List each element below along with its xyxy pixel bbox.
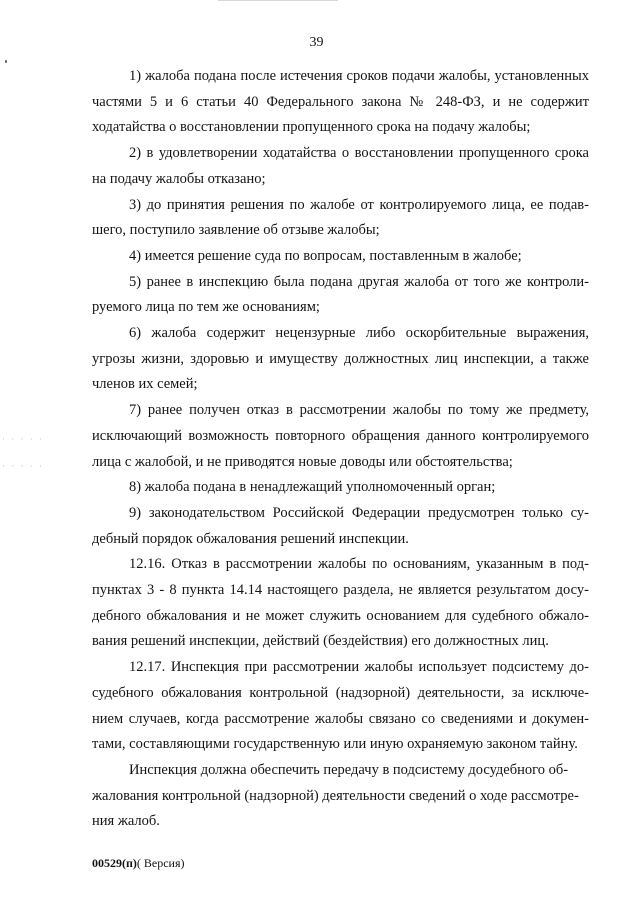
list-item-9: 9) законодательством Российской Федерации предусмотрен только судебный порядок обжалования решений инспекции. bbox=[92, 504, 589, 547]
document-version: ( Версия) bbox=[136, 856, 185, 870]
clause-12-16: 12.16. Отказ в рассмотрении жалобы по основаниям, указанным в подпунктах 3 - 8 пункта 14.14 настоящего раздела, не является результатом досудебного обжалования и не может служить основанием для судебного обжалования решений инспекции, действий (бездействия) его должностных лиц. bbox=[92, 556, 589, 650]
closing-paragraph: Инспекция должна обеспечить передачу в подсистему досудебного обжалования контрольной (надзорной) деятельности сведений о ходе рассмотрения жалоб. bbox=[92, 761, 579, 830]
clause-12-17: 12.17. Инспекция при рассмотрении жалобы использует подсистему досудебного обжалования контрольной (надзорной) деятельности, за исключением случаев, когда рассмотрение жалобы связано со сведениями и документами, составляющими государственную или иную охраняемую законом тайну. bbox=[92, 659, 589, 753]
list-item-3: 3) до принятия решения по жалобе от контролируемого лица, ее подавшего, поступило заявление об отзыве жалобы; bbox=[92, 196, 589, 239]
list-item-1: 1) жалоба подана после истечения сроков подачи жалобы, установленных частями 5 и 6 статьи 40 Федерального закона № 248-ФЗ, и не содержит ходатайства о восстановлении пропущенного срока на подачу жалобы; bbox=[92, 68, 589, 136]
document-code: 00529(п) bbox=[92, 856, 137, 870]
list-item-5: 5) ранее в инспекцию была подана другая жалоба от того же контролируемого лица по тем же основаниям; bbox=[92, 273, 589, 316]
list-item-7: 7) ранее получен отказ в рассмотрении жалобы по тому же предмету, исключающий возможность повторного обращения данного контролируемого лица с жалобой, и не приводятся новые доводы или обстоятельства; bbox=[92, 402, 589, 470]
list-item-2: 2) в удовлетворении ходатайства о восстановлении пропущенного срока на подачу жалобы отказано; bbox=[92, 145, 589, 187]
list-item-8: 8) жалоба подана в ненадлежащий уполномоченный орган; bbox=[129, 479, 496, 496]
scan-dots: · · · · · bbox=[2, 461, 44, 471]
top-edge-rule bbox=[218, 0, 338, 1]
list-item-4: 4) имеется решение суда по вопросам, поставленным в жалобе; bbox=[129, 247, 522, 264]
document-footer bbox=[92, 855, 185, 871]
page-number: 39 bbox=[309, 35, 324, 50]
body-text bbox=[92, 64, 589, 835]
scan-speck bbox=[5, 60, 7, 63]
list-item-6: 6) жалоба содержит нецензурные либо оскорбительные выражения, угрозы жизни, здоровью и имуществу должностных лиц инспекции, а также членов их семей; bbox=[92, 325, 589, 393]
scan-dots: · · · · · bbox=[2, 434, 44, 444]
